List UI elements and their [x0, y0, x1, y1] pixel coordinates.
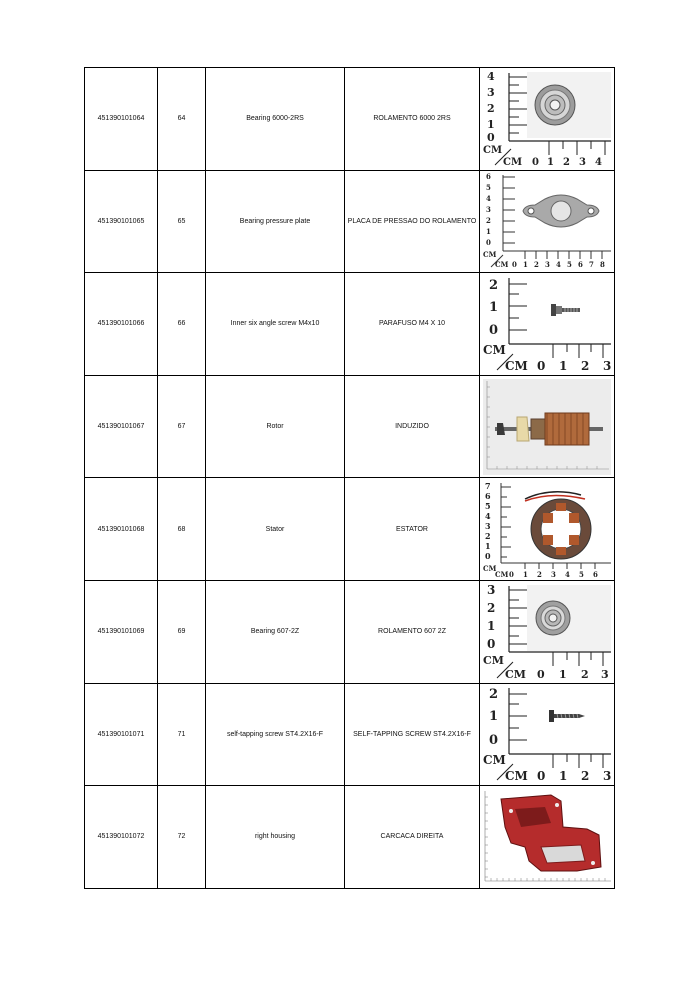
part-name-en: Rotor: [206, 375, 345, 478]
ruler-x-label: 2: [563, 156, 570, 168]
ruler-y-label: 4: [485, 511, 491, 522]
ruler-unit: CM: [505, 358, 528, 373]
part-name-pt: SELF-TAPPING SCREW ST4.2X16-F: [345, 683, 480, 786]
ruler-y-label: 0: [485, 551, 491, 562]
ruler-x-label: 0: [509, 570, 514, 580]
ruler-x-label: 1: [547, 156, 554, 168]
ruler-x-label: 6: [578, 260, 583, 270]
part-name-en: Bearing pressure plate: [206, 170, 345, 273]
ruler-x-label: 4: [595, 156, 602, 168]
part-code: 451390101067: [85, 375, 158, 478]
part-name-en: Bearing 6000-2RS: [206, 68, 345, 171]
part-photo: [480, 375, 615, 478]
part-name-pt: INDUZIDO: [345, 375, 480, 478]
ruler-y-label: 1: [489, 709, 499, 725]
part-name-en: right housing: [206, 786, 345, 889]
ruler-y-label: 1: [487, 618, 496, 633]
ruler-x-label: 1: [559, 769, 568, 784]
table-row: [85, 68, 615, 171]
ruler-y-label: 0: [486, 238, 491, 248]
part-photo: [480, 478, 615, 581]
ruler-y-label: 1: [487, 117, 495, 131]
part-photo: [480, 786, 615, 889]
part-photo: [480, 683, 615, 786]
ruler-x-label: 0: [537, 769, 546, 784]
part-name-pt: ROLAMENTO 607 2Z: [345, 580, 480, 683]
ruler-y-label: 3: [487, 582, 496, 597]
self-tapping-screw-photo: [481, 684, 613, 784]
ruler-y-label: 0: [487, 636, 496, 651]
ruler-y-label: 2: [486, 216, 491, 226]
ruler-unit: CM: [483, 342, 506, 357]
ruler-x-label: 2: [581, 667, 589, 681]
part-code: 451390101066: [85, 273, 158, 376]
part-code: 451390101069: [85, 580, 158, 683]
item-number: 64: [158, 68, 206, 171]
ruler-unit: CM: [483, 753, 506, 768]
part-name-pt: ESTATOR: [345, 478, 480, 581]
ruler-x-label: 7: [589, 260, 594, 270]
ruler-x-label: 5: [579, 570, 584, 580]
part-photo: [480, 580, 615, 683]
ruler-unit: CM: [495, 260, 509, 270]
part-name-pt: CARCACA DIREITA: [345, 786, 480, 889]
ruler-x-label: 1: [559, 667, 567, 681]
part-name-pt: PARAFUSO M4 X 10: [345, 273, 480, 376]
ruler-y-label: 5: [485, 501, 491, 512]
ruler-y-label: 2: [487, 101, 495, 115]
ruler-x-label: 3: [579, 156, 586, 168]
ruler-unit: CM: [495, 570, 509, 580]
ruler-y-label: 6: [485, 491, 491, 502]
stator-photo: [481, 479, 613, 579]
part-name-pt: ROLAMENTO 6000 2RS: [345, 68, 480, 171]
ruler-x-label: 1: [559, 358, 568, 373]
part-code: 451390101065: [85, 170, 158, 273]
ruler-y-label: 2: [487, 600, 496, 615]
ruler-x-label: 3: [551, 570, 556, 580]
ruler-y-label: 7: [485, 481, 491, 492]
ruler-unit: CM: [483, 564, 497, 574]
part-name-pt: PLACA DE PRESSAO DO ROLAMENTO: [345, 170, 480, 273]
item-number: 66: [158, 273, 206, 376]
table-row: [85, 786, 615, 889]
bearing-photo: [481, 582, 613, 682]
part-photo: [480, 273, 615, 376]
table-row: [85, 273, 615, 376]
ruler-x-label: 3: [603, 769, 612, 784]
ruler-y-label: 2: [489, 687, 499, 703]
ruler-y-label: 2: [485, 531, 491, 542]
ruler-unit: CM: [505, 769, 528, 784]
ruler-x-label: 4: [556, 260, 561, 270]
ruler-x-label: 0: [512, 260, 517, 270]
ruler-x-label: 1: [523, 570, 528, 580]
item-number: 72: [158, 786, 206, 889]
ruler-unit: CM: [483, 653, 504, 667]
table-row: [85, 170, 615, 273]
table-row: [85, 683, 615, 786]
part-photo: [480, 170, 615, 273]
part-name-en: Inner six angle screw M4x10: [206, 273, 345, 376]
ruler-x-label: 2: [534, 260, 539, 270]
ruler-y-label: 2: [489, 277, 499, 293]
part-name-en: self-tapping screw ST4.2X16-F: [206, 683, 345, 786]
ruler-y-label: 3: [485, 521, 491, 532]
part-name-en: Stator: [206, 478, 345, 581]
part-code: 451390101071: [85, 683, 158, 786]
ruler-x-label: 2: [537, 570, 542, 580]
item-number: 68: [158, 478, 206, 581]
ruler-x-label: 3: [603, 358, 612, 373]
part-name-en: Bearing 607-2Z: [206, 580, 345, 683]
ruler-x-label: 4: [565, 570, 570, 580]
bearing-photo: [481, 69, 613, 169]
item-number: 69: [158, 580, 206, 683]
ruler-x-label: 0: [537, 358, 546, 373]
ruler-unit: CM: [483, 250, 497, 260]
ruler-y-label: 3: [486, 205, 491, 215]
part-code: 451390101072: [85, 786, 158, 889]
screw-photo: [481, 274, 613, 374]
item-number: 65: [158, 170, 206, 273]
ruler-y-label: 3: [487, 85, 495, 99]
parts-table: [84, 67, 615, 889]
ruler-x-label: 3: [545, 260, 550, 270]
ruler-x-label: 5: [567, 260, 572, 270]
ruler-y-label: 4: [486, 194, 491, 204]
ruler-unit: CM: [483, 144, 503, 156]
ruler-x-label: 8: [600, 260, 605, 270]
parts-sheet: [84, 67, 611, 889]
item-number: 67: [158, 375, 206, 478]
ruler-y-label: 1: [489, 299, 499, 315]
table-row: [85, 375, 615, 478]
ruler-y-label: 0: [489, 322, 499, 338]
ruler-y-label: 6: [486, 172, 491, 182]
ruler-x-label: 3: [601, 667, 609, 681]
ruler-y-label: 5: [486, 183, 491, 193]
ruler-unit: CM: [503, 156, 523, 168]
ruler-x-label: 2: [581, 358, 590, 373]
ruler-y-label: 0: [489, 733, 499, 749]
table-row: [85, 478, 615, 581]
pressure-plate-photo: [481, 171, 613, 271]
ruler-y-label: 4: [487, 69, 495, 83]
ruler-unit: CM: [505, 667, 526, 681]
table-row: [85, 580, 615, 683]
ruler-y-label: 1: [486, 227, 491, 237]
ruler-x-label: 6: [593, 570, 598, 580]
right-housing-photo: [481, 787, 613, 887]
ruler-x-label: 2: [581, 769, 590, 784]
part-code: 451390101064: [85, 68, 158, 171]
ruler-x-label: 0: [532, 156, 539, 168]
item-number: 71: [158, 683, 206, 786]
part-photo: [480, 68, 615, 171]
rotor-photo: [481, 377, 613, 477]
part-code: 451390101068: [85, 478, 158, 581]
ruler-x-label: 0: [537, 667, 545, 681]
ruler-y-label: 0: [487, 130, 495, 144]
ruler-x-label: 1: [523, 260, 528, 270]
ruler-y-label: 1: [485, 541, 491, 552]
